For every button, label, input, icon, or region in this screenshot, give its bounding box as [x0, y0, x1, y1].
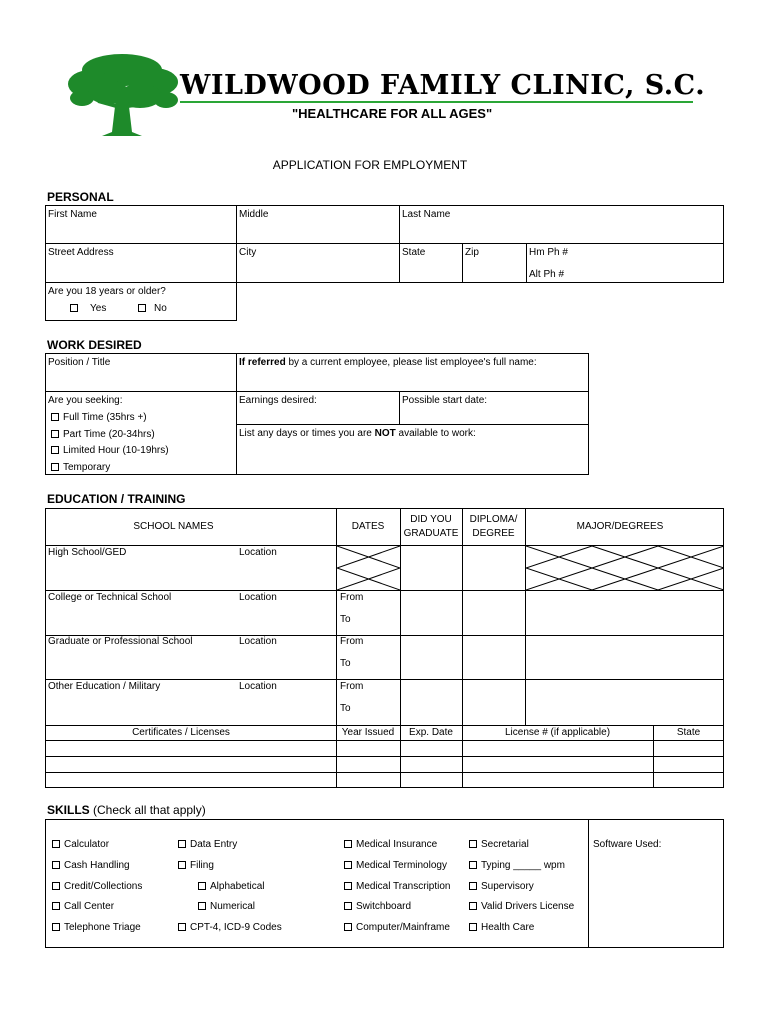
skill-computer-mainframe[interactable]: Computer/Mainframe	[344, 922, 450, 934]
skill-medical-insurance[interactable]: Medical Insurance	[344, 839, 437, 851]
school-row-name[interactable]: Graduate or Professional School	[48, 636, 193, 647]
checkbox-icon	[70, 304, 78, 312]
skills-heading: SKILLS (Check all that apply)	[47, 803, 206, 817]
availability-field[interactable]: List any days or times you are NOT available to work:	[239, 428, 476, 439]
checkbox-icon	[178, 861, 186, 869]
checkbox-icon	[469, 882, 477, 890]
skill-data-entry[interactable]: Data Entry	[178, 839, 237, 851]
start-date-field[interactable]: Possible start date:	[402, 395, 488, 406]
exp-date-header: Exp. Date	[409, 727, 453, 738]
date-from[interactable]: From	[340, 636, 364, 647]
personal-heading: PERSONAL	[47, 190, 114, 204]
school-row-name[interactable]: Other Education / Military	[48, 681, 161, 692]
skill-telephone-triage[interactable]: Telephone Triage	[52, 922, 141, 934]
diploma-header-2: DEGREE	[472, 528, 515, 539]
license-number-header: License # (if applicable)	[504, 727, 611, 738]
no-label: No	[154, 303, 167, 314]
diploma-header-1: DIPLOMA/	[469, 514, 518, 525]
referral-bold: If referred	[239, 357, 286, 368]
school-row-location[interactable]: Location	[239, 592, 277, 603]
option-part-time[interactable]: Part Time (20-34hrs)	[51, 429, 155, 441]
crossed-dates-cell	[337, 546, 400, 590]
skill-cash-handling[interactable]: Cash Handling	[52, 860, 130, 872]
city-field[interactable]: City	[239, 247, 257, 258]
school-row-location[interactable]: Location	[239, 681, 277, 692]
skill-numerical[interactable]: Numerical	[198, 901, 255, 913]
skill-valid-drivers-license[interactable]: Valid Drivers License	[469, 901, 574, 913]
date-from[interactable]: From	[340, 592, 364, 603]
checkbox-icon	[344, 861, 352, 869]
school-names-header: SCHOOL NAMES	[133, 521, 214, 532]
school-row-location[interactable]: Location	[239, 636, 277, 647]
earnings-field[interactable]: Earnings desired:	[239, 395, 317, 406]
skill-medical-transcription[interactable]: Medical Transcription	[344, 881, 450, 893]
checkbox-icon	[178, 923, 186, 931]
checkbox-icon	[198, 882, 206, 890]
date-to[interactable]: To	[340, 703, 351, 714]
work-heading: WORK DESIRED	[47, 338, 142, 352]
major-header: MAJOR/DEGREES	[576, 521, 664, 532]
state-header: State	[676, 727, 701, 738]
last-name-field[interactable]: Last Name	[402, 209, 451, 220]
clinic-tagline: "HEALTHCARE FOR ALL AGES"	[292, 106, 493, 121]
page-title: APPLICATION FOR EMPLOYMENT	[272, 158, 468, 172]
date-from[interactable]: From	[340, 681, 364, 692]
school-row-name[interactable]: College or Technical School	[48, 592, 172, 603]
home-phone-field[interactable]: Hm Ph #	[529, 247, 568, 258]
clinic-name: WILDWOOD FAMILY CLINIC, S.C.	[180, 70, 706, 101]
personal-box	[45, 205, 724, 283]
checkbox-icon	[469, 861, 477, 869]
middle-name-field[interactable]: Middle	[239, 209, 269, 220]
skill-call-center[interactable]: Call Center	[52, 901, 114, 913]
checkbox-icon	[198, 902, 206, 910]
cert-header: Certificates / Licenses	[132, 727, 230, 738]
date-to[interactable]: To	[340, 614, 351, 625]
yes-label: Yes	[90, 303, 107, 314]
checkbox-icon	[344, 840, 352, 848]
tree-icon	[62, 48, 182, 136]
option-full-time[interactable]: Full Time (35hrs +)	[51, 412, 147, 424]
date-to[interactable]: To	[340, 658, 351, 669]
skill-switchboard[interactable]: Switchboard	[344, 901, 411, 913]
referral-text: by a current employee, please list employee's full name:	[285, 357, 537, 368]
checkbox-icon	[469, 840, 477, 848]
state-field[interactable]: State	[402, 247, 426, 258]
skill-health-care[interactable]: Health Care	[469, 922, 534, 934]
checkbox-icon	[138, 304, 146, 312]
checkbox-icon	[344, 902, 352, 910]
position-field[interactable]: Position / Title	[48, 357, 111, 368]
checkbox-icon	[51, 413, 59, 421]
checkbox-icon	[469, 902, 477, 910]
skill-secretarial[interactable]: Secretarial	[469, 839, 529, 851]
checkbox-icon	[51, 463, 59, 471]
crossed-major-cell	[526, 546, 724, 590]
school-row-location[interactable]: Location	[239, 547, 277, 558]
skill-typing[interactable]: Typing _____ wpm	[469, 860, 565, 872]
checkbox-icon	[344, 882, 352, 890]
zip-field[interactable]: Zip	[465, 247, 479, 258]
checkbox-icon	[51, 430, 59, 438]
checkbox-icon	[469, 923, 477, 931]
checkbox-icon	[178, 840, 186, 848]
skill-cpt-icd-codes[interactable]: CPT-4, ICD-9 Codes	[178, 922, 282, 934]
age-question: Are you 18 years or older?	[48, 286, 166, 297]
age-yes-checkbox[interactable]	[70, 303, 106, 315]
graduate-header-2: GRADUATE	[403, 528, 459, 539]
education-heading: EDUCATION / TRAINING	[47, 492, 186, 506]
checkbox-icon	[52, 923, 60, 931]
school-row-name[interactable]: High School/GED	[48, 547, 127, 558]
dates-header: DATES	[351, 521, 385, 532]
option-temporary[interactable]: Temporary	[51, 462, 110, 474]
first-name-field[interactable]: First Name	[48, 209, 97, 220]
checkbox-icon	[52, 840, 60, 848]
checkbox-icon	[52, 902, 60, 910]
skill-credit-collections[interactable]: Credit/Collections	[52, 881, 142, 893]
graduate-header-1: DID YOU	[410, 514, 452, 525]
skill-filing[interactable]: Filing	[178, 860, 214, 872]
skill-supervisory[interactable]: Supervisory	[469, 881, 534, 893]
referral-field[interactable]	[239, 357, 537, 369]
checkbox-icon	[51, 446, 59, 454]
checkbox-icon	[52, 861, 60, 869]
street-address-field[interactable]: Street Address	[48, 247, 114, 258]
alt-phone-field[interactable]: Alt Ph #	[529, 269, 565, 280]
seeking-label: Are you seeking:	[48, 395, 123, 406]
education-table	[45, 508, 724, 726]
option-limited-hour[interactable]: Limited Hour (10-19hrs)	[51, 445, 169, 457]
header-rule	[180, 101, 693, 103]
year-issued-header: Year Issued	[341, 727, 395, 738]
clinic-logo	[62, 48, 182, 136]
checkbox-icon	[52, 882, 60, 890]
skill-alphabetical[interactable]: Alphabetical	[198, 881, 264, 893]
skill-medical-terminology[interactable]: Medical Terminology	[344, 860, 447, 872]
age-no-checkbox[interactable]	[138, 303, 167, 315]
checkbox-icon	[344, 923, 352, 931]
software-used-field[interactable]: Software Used:	[593, 839, 662, 850]
skill-calculator[interactable]: Calculator	[52, 839, 109, 851]
